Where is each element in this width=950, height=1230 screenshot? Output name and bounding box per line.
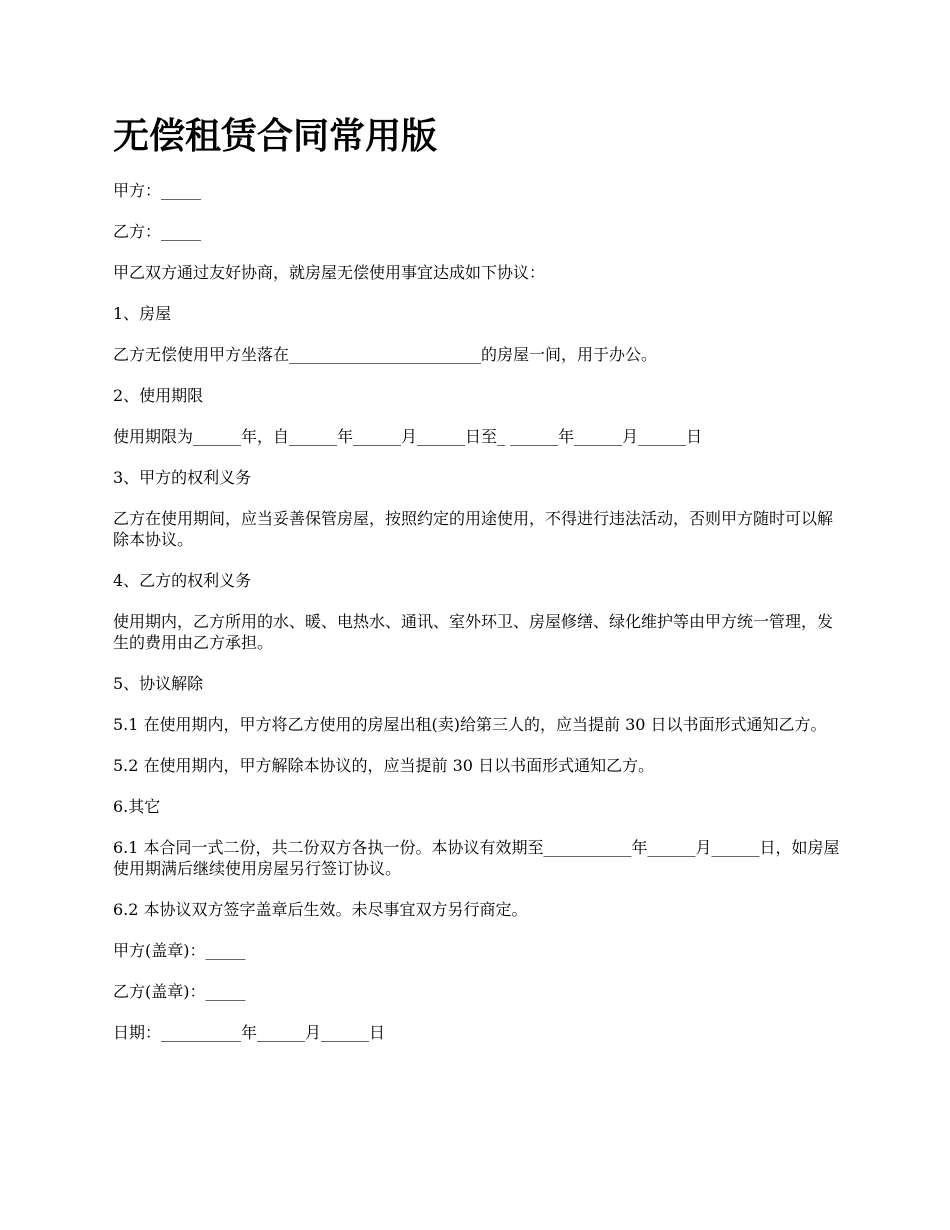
section-2-heading: 2、使用期限	[113, 386, 204, 405]
clause-5-2: 5.2 在使用期内，甲方解除本协议的，应当提前 30 日以书面形式通知乙方。	[113, 756, 655, 775]
intro-paragraph: 甲乙双方通过友好协商，就房屋无偿使用事宜达成如下协议：	[113, 263, 546, 282]
section-1-heading: 1、房屋	[113, 304, 172, 323]
party-a-seal-line: 甲方(盖章)：_____	[113, 941, 246, 960]
section-3-heading: 3、甲方的权利义务	[113, 468, 252, 487]
section-3-body: 乙方在使用期间，应当妥善保管房屋，按照约定的用途使用，不得进行违法活动，否则甲方随时可以解除本协议。	[113, 509, 834, 549]
party-b-seal-line: 乙方(盖章)：_____	[113, 982, 246, 1001]
date-line: 日期：__________年______月______日	[113, 1023, 386, 1042]
section-1-body: 乙方无偿使用甲方坐落在________________________的房屋一间，用于办公。	[113, 345, 658, 364]
clause-6-2: 6.2 本协议双方签字盖章后生效。未尽事宜双方另行商定。	[113, 900, 528, 919]
party-a-line: 甲方：_____	[113, 181, 202, 200]
section-5-heading: 5、协议解除	[113, 674, 204, 693]
clause-6-1: 6.1 本合同一式二份，共二份双方各执一份。本协议有效期至___________年______月______日，如房屋使用期满后继续使用房屋另行签订协议。	[113, 838, 840, 878]
section-4-body: 使用期内，乙方所用的水、暖、电热水、通讯、室外环卫、房屋修缮、绿化维护等由甲方统一管理，发生的费用由乙方承担。	[113, 612, 834, 652]
section-2-body: 使用期限为______年，自______年______月______日至_ ______年______月______日	[113, 427, 703, 446]
clause-5-1: 5.1 在使用期内，甲方将乙方使用的房屋出租(卖)给第三人的，应当提前 30 日以书面形式通知乙方。	[113, 715, 827, 734]
document-page	[113, 112, 843, 1063]
party-b-line: 乙方：_____	[113, 222, 202, 241]
section-4-heading: 4、乙方的权利义务	[113, 571, 252, 590]
section-6-heading: 6.其它	[113, 797, 161, 816]
document-title: 无偿租赁合同常用版	[113, 115, 438, 157]
